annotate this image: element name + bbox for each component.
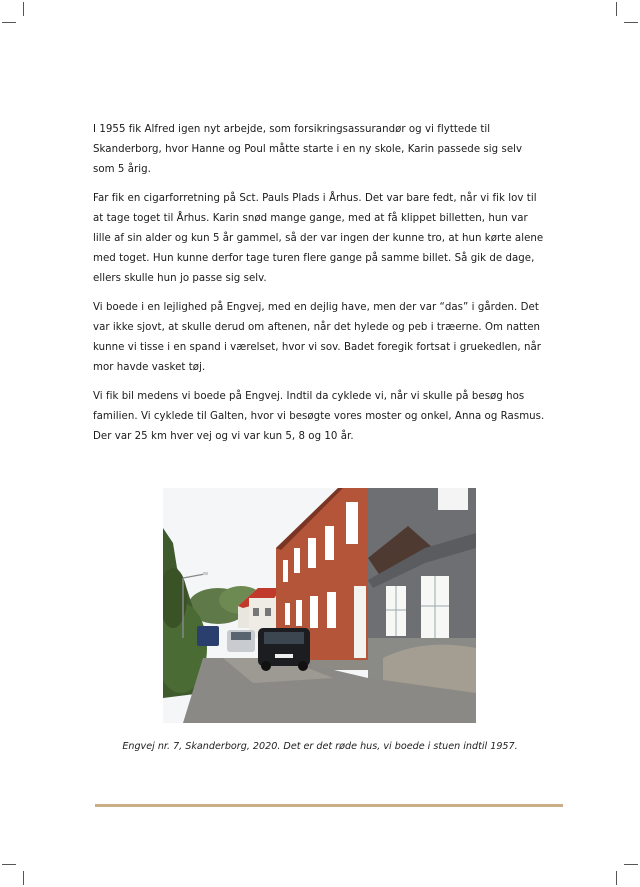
crop-mark xyxy=(624,22,638,23)
photo-caption: Engvej nr. 7, Skanderborg, 2020. Det er det røde hus, vi boede i stuen indtil 1957. xyxy=(122,741,518,752)
crop-mark xyxy=(2,22,16,23)
body-text xyxy=(93,120,545,456)
house-photo xyxy=(163,488,476,723)
crop-mark xyxy=(616,871,617,885)
paragraph: Vi boede i en lejlighed på Engvej, med en dejlig have, men der var “das” i gården. Det var ikke sjovt, at skulle derud om aftenen, når det hylede og peb i træerne. Om natten kunne vi tisse i en spand i værelset, hvor vi sov. Badet foregik fortsat i gruekedlen, når mor havde vasket tøj. xyxy=(93,302,542,373)
paragraph: I 1955 fik Alfred igen nyt arbejde, som forsikringsassurandør og vi flyttede til Skanderborg, hvor Hanne og Poul måtte starte i en ny skole, Karin passede sig selv som 5 årig. xyxy=(93,124,523,175)
paragraph: Vi fik bil medens vi boede på Engvej. Indtil da cyklede vi, når vi skulle på besøg hos familien. Vi cyklede til Galten, hvor vi besøgte vores moster og onkel, Anna og Rasmus. Der var 25 km hver vej og vi var kun 5, 8 og 10 år. xyxy=(93,391,545,442)
crop-mark xyxy=(23,2,24,16)
footer-rule xyxy=(95,804,563,807)
paragraph: Far fik en cigarforretning på Sct. Pauls Plads i Århus. Det var bare fedt, når vi fik lov til at tage toget til Århus. Karin snød mange gange, med at få klippet billetten, hun var lille af sin alder og kun 5 år gammel, så der var ingen der kunne tro, at hun kørte alene med toget. Hun kunne derfor tage turen flere gange på samme billet. Så gik de dage, ellers skulle hun jo passe sig selv. xyxy=(93,193,544,284)
crop-mark xyxy=(2,864,16,865)
crop-mark xyxy=(624,864,638,865)
crop-mark xyxy=(23,871,24,885)
crop-mark xyxy=(616,2,617,16)
